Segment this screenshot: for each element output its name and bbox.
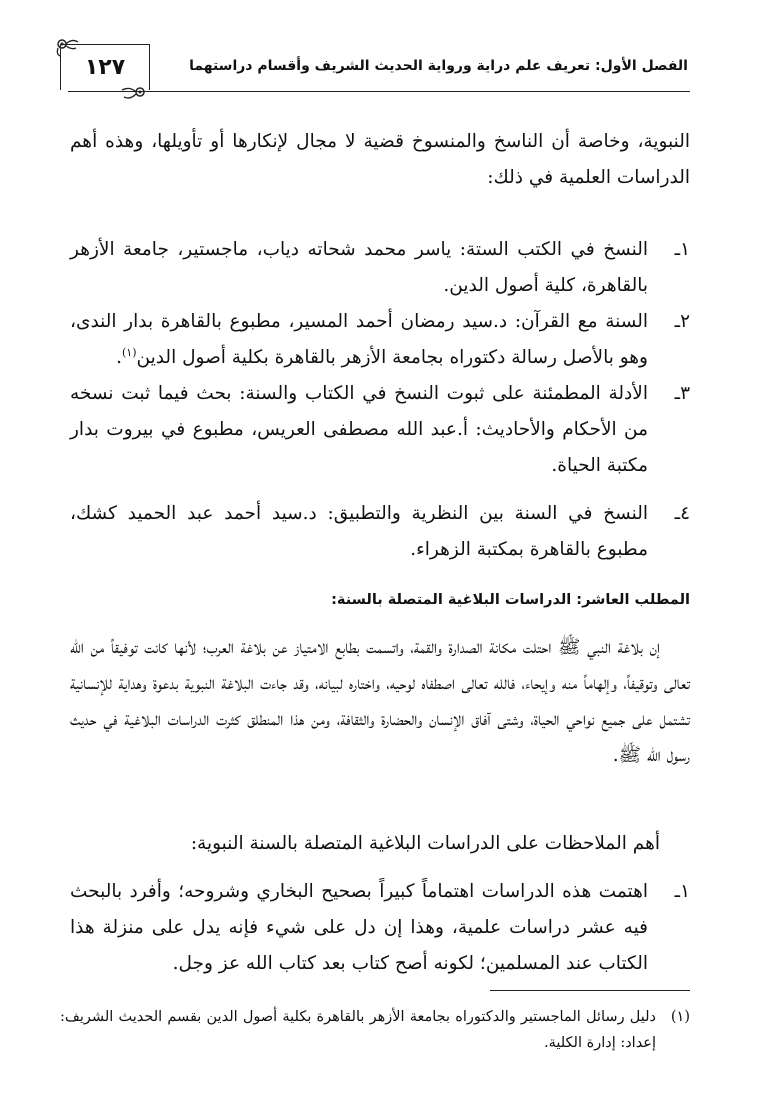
section-heading: المطلب العاشر: الدراسات البلاغية المتصلة بالسنة: bbox=[331, 592, 690, 608]
floral-ornament-bottom-icon bbox=[118, 84, 148, 102]
note-item-text: اهتمت هذه الدراسات اهتماماً كبيراً بصحيح البخاري وشروحه؛ وأفرد بالبحث فيه عشر دراسات علمية، وهذا إن دل على شيء فإنه يدل على منزلة هذا الكتاب عند المسلمين؛ لكونه أصح كتاب بعد كتاب الله عز وجل. bbox=[70, 881, 648, 974]
note-item-number: ١ـ bbox=[674, 881, 690, 902]
list-item-number: ١ـ bbox=[674, 239, 690, 260]
list-item-number: ٢ـ bbox=[674, 311, 690, 332]
footnote-number: (١) bbox=[670, 1009, 690, 1025]
list-item-text: النسخ في الكتب الستة: ياسر محمد شحاته دياب، ماجستير، جامعة الأزهر بالقاهرة، كلية أصول الدين. bbox=[70, 239, 648, 296]
list-item-1 bbox=[70, 232, 690, 304]
intro-paragraph: النبوية، وخاصة أن الناسخ والمنسوخ قضية لا مجال لإنكارها أو تأويلها، وهذه أهم الدراسات العلمية في ذلك: bbox=[70, 131, 690, 188]
list-item-number: ٤ـ bbox=[674, 503, 690, 524]
notes-intro: أهم الملاحظات على الدراسات البلاغية المتصلة بالسنة النبوية: bbox=[190, 833, 660, 854]
list-item-text bbox=[70, 304, 648, 376]
note-item-1 bbox=[70, 874, 690, 982]
page-number: ١٢٧ bbox=[60, 44, 150, 90]
list-item-4 bbox=[70, 496, 690, 568]
list-item-body: السنة مع القرآن: د.سيد رمضان أحمد المسير، مطبوع بالقاهرة بدار الندى، وهو بالأصل رسالة دكتوراه بجامعة الأزهر بالقاهرة بكلية أصول الدين bbox=[70, 311, 648, 368]
header-rule bbox=[68, 91, 690, 92]
list-item-3 bbox=[70, 376, 690, 484]
running-header: الفصل الأول: تعريف علم دراية ورواية الحديث الشريف وأقسام دراستهما bbox=[189, 58, 688, 74]
list-item-text: النسخ في السنة بين النظرية والتطبيق: د.سيد أحمد عبد الحميد كشك، مطبوع بالقاهرة بمكتبة الزهراء. bbox=[70, 503, 648, 560]
footnote bbox=[60, 1004, 690, 1056]
list-item-tail: . bbox=[116, 347, 122, 368]
footnote-text: دليل رسائل الماجستير والدكتوراه بجامعة الأزهر بالقاهرة بكلية أصول الدين بقسم الحديث الشريف: إعداد: إدارة الكلية. bbox=[60, 1009, 656, 1051]
list-item-number: ٣ـ bbox=[674, 383, 690, 404]
list-item-text: الأدلة المطمئنة على ثبوت النسخ في الكتاب والسنة: بحث فيما ثبت نسخه من الأحكام والأحاديث: أ.عبد الله مصطفى العريس، مطبوع في بيروت بدار مكتبة الحياة. bbox=[70, 383, 648, 476]
floral-ornament-top-icon bbox=[54, 36, 80, 58]
section-paragraph: إن بلاغة النبي ﷺ احتلت مكانة الصدارة والقمة، واتسمت بطابع الامتياز عن بلاغة العرب؛ لأنها كانت توفيقاً من الله تعالى وتوقيفاً، وإلهاماً منه وإيحاء، فالله تعالى اصطفاه لوحيه، واختاره لبيانه، وقد جاءت البلاغة النبوية بدعوة وهداية للإنسانية تشتمل على جميع نواحي الحياة، وشتى آفاق الإنسان والحضارة والثقافة، ومن هذا المنطلق كثرت الدراسات البلاغية في حديث رسول الله ﷺ. bbox=[70, 637, 690, 766]
list-item-2 bbox=[70, 304, 690, 376]
footnote-reference: (١) bbox=[121, 345, 137, 359]
footnote-separator bbox=[490, 990, 690, 991]
